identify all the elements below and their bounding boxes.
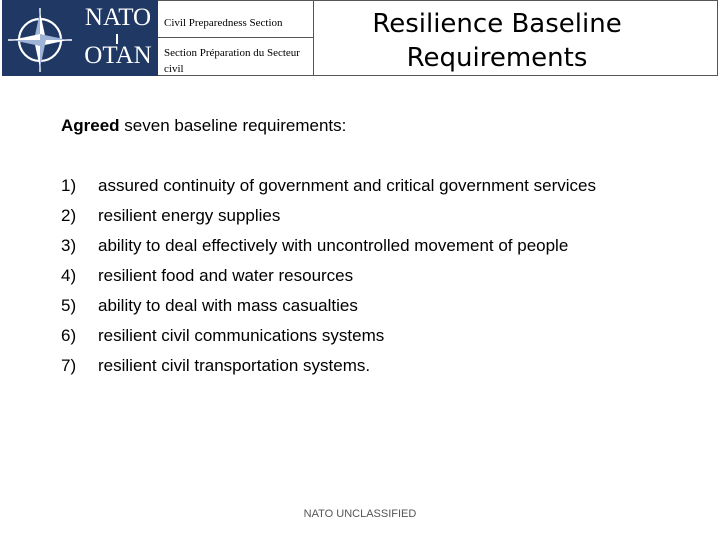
item-text: resilient civil communications systems xyxy=(98,326,385,345)
logo-nato-text: NATO xyxy=(84,4,152,31)
item-text: assured continuity of government and critical government services xyxy=(98,176,596,195)
item-text: resilient energy supplies xyxy=(98,206,281,225)
item-text: ability to deal with mass casualties xyxy=(98,296,358,315)
section-name-english: Civil Preparedness Section xyxy=(164,17,283,29)
logo-otan-text: OTAN xyxy=(84,42,152,69)
nato-logo xyxy=(2,0,158,76)
item-text: resilient civil transportation systems. xyxy=(98,356,371,375)
slide-title: Resilience Baseline Requirements xyxy=(372,9,622,73)
item-number: 2) xyxy=(61,206,77,225)
item-number: 7) xyxy=(61,356,77,375)
title-box xyxy=(314,0,718,76)
section-name-box xyxy=(158,0,314,76)
item-number: 5) xyxy=(61,296,77,315)
item-number: 6) xyxy=(61,326,77,345)
section-divider xyxy=(158,37,313,38)
item-number: 1) xyxy=(61,176,77,195)
intro-text xyxy=(61,116,346,136)
item-number: 4) xyxy=(61,266,77,285)
intro-rest: seven baseline requirements: xyxy=(119,116,347,135)
item-text: ability to deal effectively with uncontrolled movement of people xyxy=(98,236,569,255)
item-number: 3) xyxy=(61,236,77,255)
nato-compass-icon xyxy=(6,6,74,74)
slide-header xyxy=(0,0,720,78)
intro-bold: Agreed xyxy=(61,116,120,135)
section-name-french: Section Préparation du Secteur civil xyxy=(164,47,300,75)
classification-footer: NATO UNCLASSIFIED xyxy=(303,508,417,520)
item-text: resilient food and water resources xyxy=(98,266,354,285)
